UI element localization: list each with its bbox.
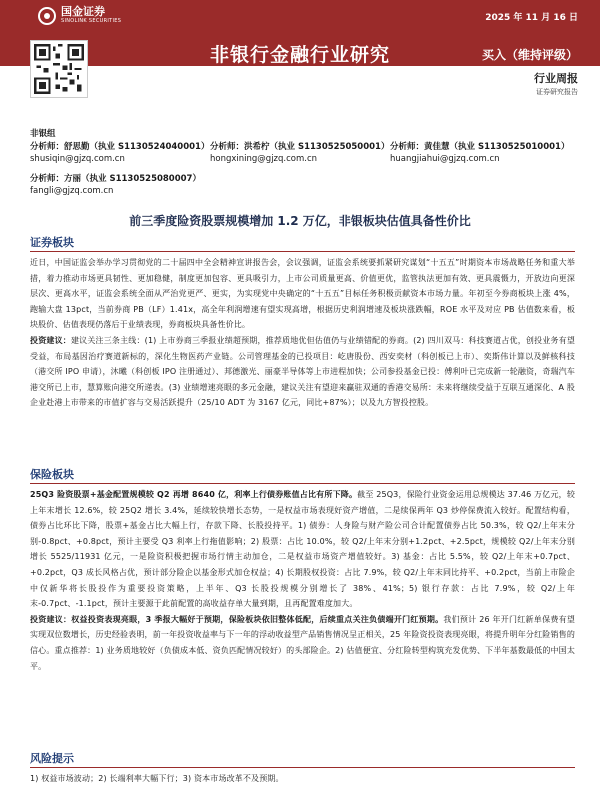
section-heading: 风险提示 (30, 750, 575, 768)
section-paragraph (30, 333, 575, 411)
qr-code-icon (30, 40, 88, 98)
analyst-email[interactable]: shusiqin@gjzq.com.cn (30, 154, 125, 164)
analyst-row (30, 173, 575, 197)
section-insurance (30, 466, 575, 674)
paragraph-lead: 投资建议： (30, 335, 71, 345)
analyst-entry (390, 141, 570, 165)
paragraph-body: 截至 25Q3，保险行业资金运用总规模达 37.46 万亿元，较上年末增长 12.6%，较 25Q2 增长 3.4%，延续较快增长态势，一是权益市场表现好资产增值，二是续保两年 Q3 炒停保费流入较好。配置结构看，债券占比环比下降，股票+基金占比大幅上行，存款下降、长股投持平。1) 债券：人身险与财产险公司合计配置债券占比 50.3%，较 Q2/上年末分别-0.8pct、+0.8pct，预计主要受 Q3 利率上行拖值影响；2) 股票：占比 10.0%，较 Q2/上年末分别+1.2pct、+2.5pct，规模较 Q2/上年末分别增长 5525/11931 亿元，一是险资积极把握市场行情主动加仓，二是权益市场资产增值较好。3) 基金：占比 5.5%，较 Q2/上年末+0.7pct、+0.2pct，Q3 成长风格占优，预计部分险企以基金形式加仓权益；4) 长期股权投资：占比 7.9%，较 Q2/上年末同比持平、+0.2pct，当前上市险企中仅新华将长股投作为重要投资策略，上半年、Q3 长股投规模分别增长了 38%、41%；5) 银行存款：占比 7.9%，较 Q2/上年末-0.7pct、-1.1pct，预计主要源于此前配置的高收益存单大量到期，且再配置难度加大。 (30, 490, 575, 609)
analyst-email[interactable]: huangjiahui@gjzq.com.cn (390, 154, 500, 164)
paragraph-body: 建议关注三条主线：(1) 上市券商三季报业绩超预期，推荐质地优但估值仍与业绩错配的券商。(2) 四川双马：科技赛道占优，创投业务有望受益，布局基因治疗赛道新标的，深化生物医药产业链。公司管理基金的已投项目：屹唐股份、西安奕材（科创板已上市）、奕斯伟计算以及鲜核科技（港交所 IPO 申请），沐曦（科创板 IPO 注册通过）、邦德激光、丽豪半导体等上市进程加快；公司参投基金已投：傅利叶已完成新一轮融资，奇瑞汽车港交所已上市，慧算账向港交所递表。(3) 业绩增速亮眼的多元金融，建议关注有望迎来赢驻双通的香港交易所：未来将继续受益于互联互通深化、A 股企业赴港上市带来的市值扩容与交易活跃提升（25/10 ADT 为 3167 亿元，同比+87%）；以及九方智投控股。 (30, 335, 575, 408)
analyst-entry (210, 141, 390, 165)
report-title: 非银行金融行业研究 (209, 44, 390, 66)
section-paragraph (30, 487, 575, 612)
section-heading: 证券板块 (30, 234, 575, 252)
section-paragraph: 近日，中国证监会举办学习贯彻党的二十届四中全会精神宣讲报告会，会议强调，证监会系统要抓紧研究谋划“十五五”时期资本市场战略任务和重大举措，着力推动市场更具韧性、更加稳健，制度更加包容、更具吸引力，上市公司质量更高、价值更优，监管执法更加有效、更具震慑力，开放边向更深层次、更高水平，证监会系统全面从严治党更严、更实，为实现党中央确定的“十五五”目标任务积极贡献资本市场力量。年初至今券商板块上涨 4%，跑输大盘 13pct，当前券商 PB（LF）1.41x，高全年利润增速有望实现高增，根据历史利润增速及板块涨跌幅，ROE 水平及对应 PB 估值数来看，板块股价、估值表现仍落后于业绩表现，券商板块具备性价比。 (30, 258, 575, 330)
sector-label: 非银组 (30, 129, 56, 139)
analyst-name: 分析师：黄佳慧（执业 S1130525010001） (390, 142, 570, 152)
analyst-email[interactable]: fangli@gjzq.com.cn (30, 186, 114, 196)
logo-name-en: SINOLINK SECURITIES (61, 18, 122, 24)
analyst-email[interactable]: hongxining@gjzq.com.cn (210, 154, 318, 164)
paragraph-lead: 25Q3 险资股票+基金配置规模较 Q2 再增 8640 亿，利率上行债券账值占比有所下降。 (30, 490, 358, 499)
paragraph-body: 我们预计 26 年开门红新单保费有望实现双位数增长，历史经验表明，前一年投资收益率与下一年的浮动收益型产品销售情况呈正相关，25 年险资投资表现亮眼，将提升明年分红险销售的信心。重点推荐：1) 业务质地较好（负债成本低、资负匹配情况较好）的头部险企。2) 估值便宜、分红险转型构筑充发优势、下半年基数最低的中国太平。 (30, 614, 575, 671)
analyst-block (30, 128, 575, 197)
rating-badge: 买入（维持评级） (481, 48, 578, 62)
logo-icon (38, 7, 56, 25)
section-risk (30, 750, 575, 787)
company-logo (38, 6, 121, 25)
report-date: 2025 年 11 月 16 日 (485, 13, 578, 23)
report-subtype: 证券研究报告 (536, 88, 578, 96)
analyst-entry (30, 173, 210, 197)
report-headline: 前三季度险资股票规模增加 1.2 万亿，非银板块估值具备性价比 (129, 214, 471, 228)
report-type: 行业周报 (534, 72, 578, 85)
paragraph-lead: 投资建议：权益投资表现亮眼，3 季报大幅好于预期，保险板块依旧整体低配，后续重点关注负债端开门红预期。 (30, 614, 444, 624)
section-paragraph (30, 612, 575, 674)
section-heading: 保险板块 (30, 466, 575, 484)
analyst-name: 分析师：洪希柠（执业 S1130525050001） (210, 142, 390, 152)
analyst-row (30, 141, 575, 165)
analyst-name: 分析师：舒思勤（执业 S1130524040001） (30, 142, 210, 152)
section-paragraph: 1) 权益市场波动；2) 长端利率大幅下行；3) 资本市场改革不及预期。 (30, 774, 284, 783)
analyst-entry (30, 141, 210, 165)
logo-name-cn: 国金证券 (61, 5, 105, 18)
section-securities (30, 234, 575, 411)
analyst-name: 分析师：方丽（执业 S1130525080007） (30, 174, 201, 184)
